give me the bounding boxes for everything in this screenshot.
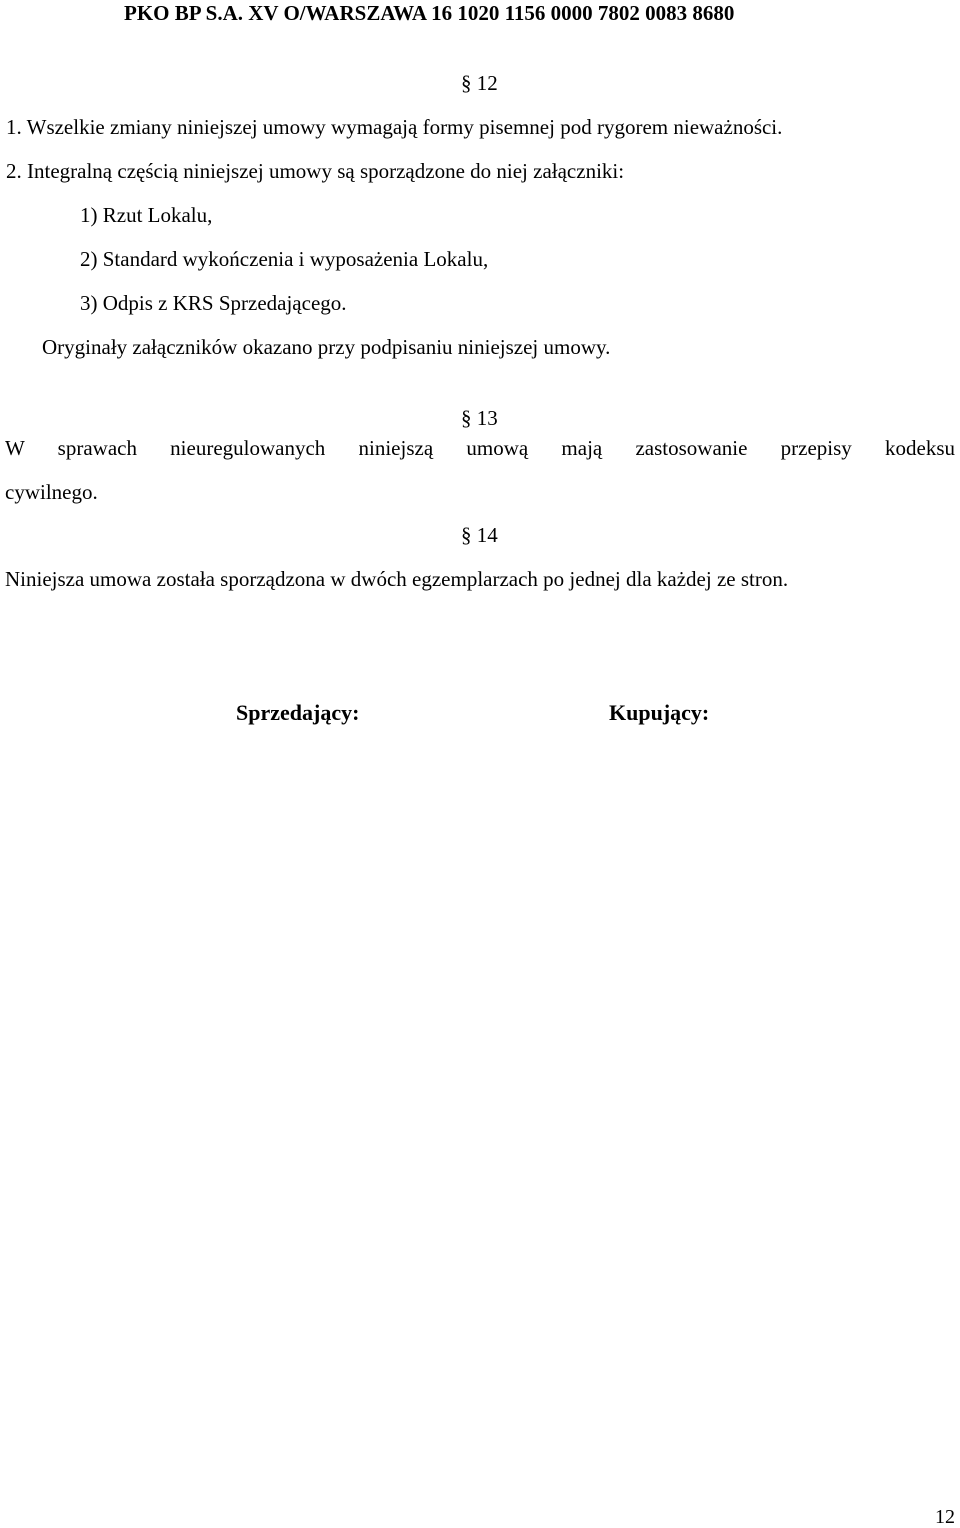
section-12-heading: § 12 — [461, 71, 498, 95]
section-13-line-2: cywilnego. — [5, 480, 98, 504]
seller-signature-label: Sprzedający: — [236, 700, 360, 725]
page-number: 12 — [935, 1506, 955, 1528]
section-12-item-2: 2. Integralną częścią niniejszej umowy są sporządzone do niej załączniki: — [6, 159, 625, 183]
section-13-line-1: W sprawach nieuregulowanych niniejszą umową mają zastosowanie przepisy kodeksu — [5, 436, 955, 460]
attachment-item: 2) Standard wykończenia i wyposażenia Lokalu, — [80, 247, 489, 271]
buyer-signature-label: Kupujący: — [609, 700, 710, 725]
originals-note: Oryginały załączników okazano przy podpisaniu niniejszej umowy. — [42, 335, 611, 359]
section-14-text: Niniejsza umowa została sporządzona w dwóch egzemplarzach po jednej dla każdej ze stron. — [5, 567, 789, 591]
attachment-item: 3) Odpis z KRS Sprzedającego. — [80, 291, 347, 315]
attachment-item: 1) Rzut Lokalu, — [80, 203, 213, 227]
section-14-heading: § 14 — [461, 523, 498, 547]
section-12-item-1: 1. Wszelkie zmiany niniejszej umowy wymagają formy pisemnej pod rygorem nieważności. — [6, 115, 783, 139]
bank-account-header: PKO BP S.A. XV O/WARSZAWA 16 1020 1156 0000 7802 0083 8680 — [124, 1, 735, 25]
section-13-heading: § 13 — [461, 406, 498, 430]
